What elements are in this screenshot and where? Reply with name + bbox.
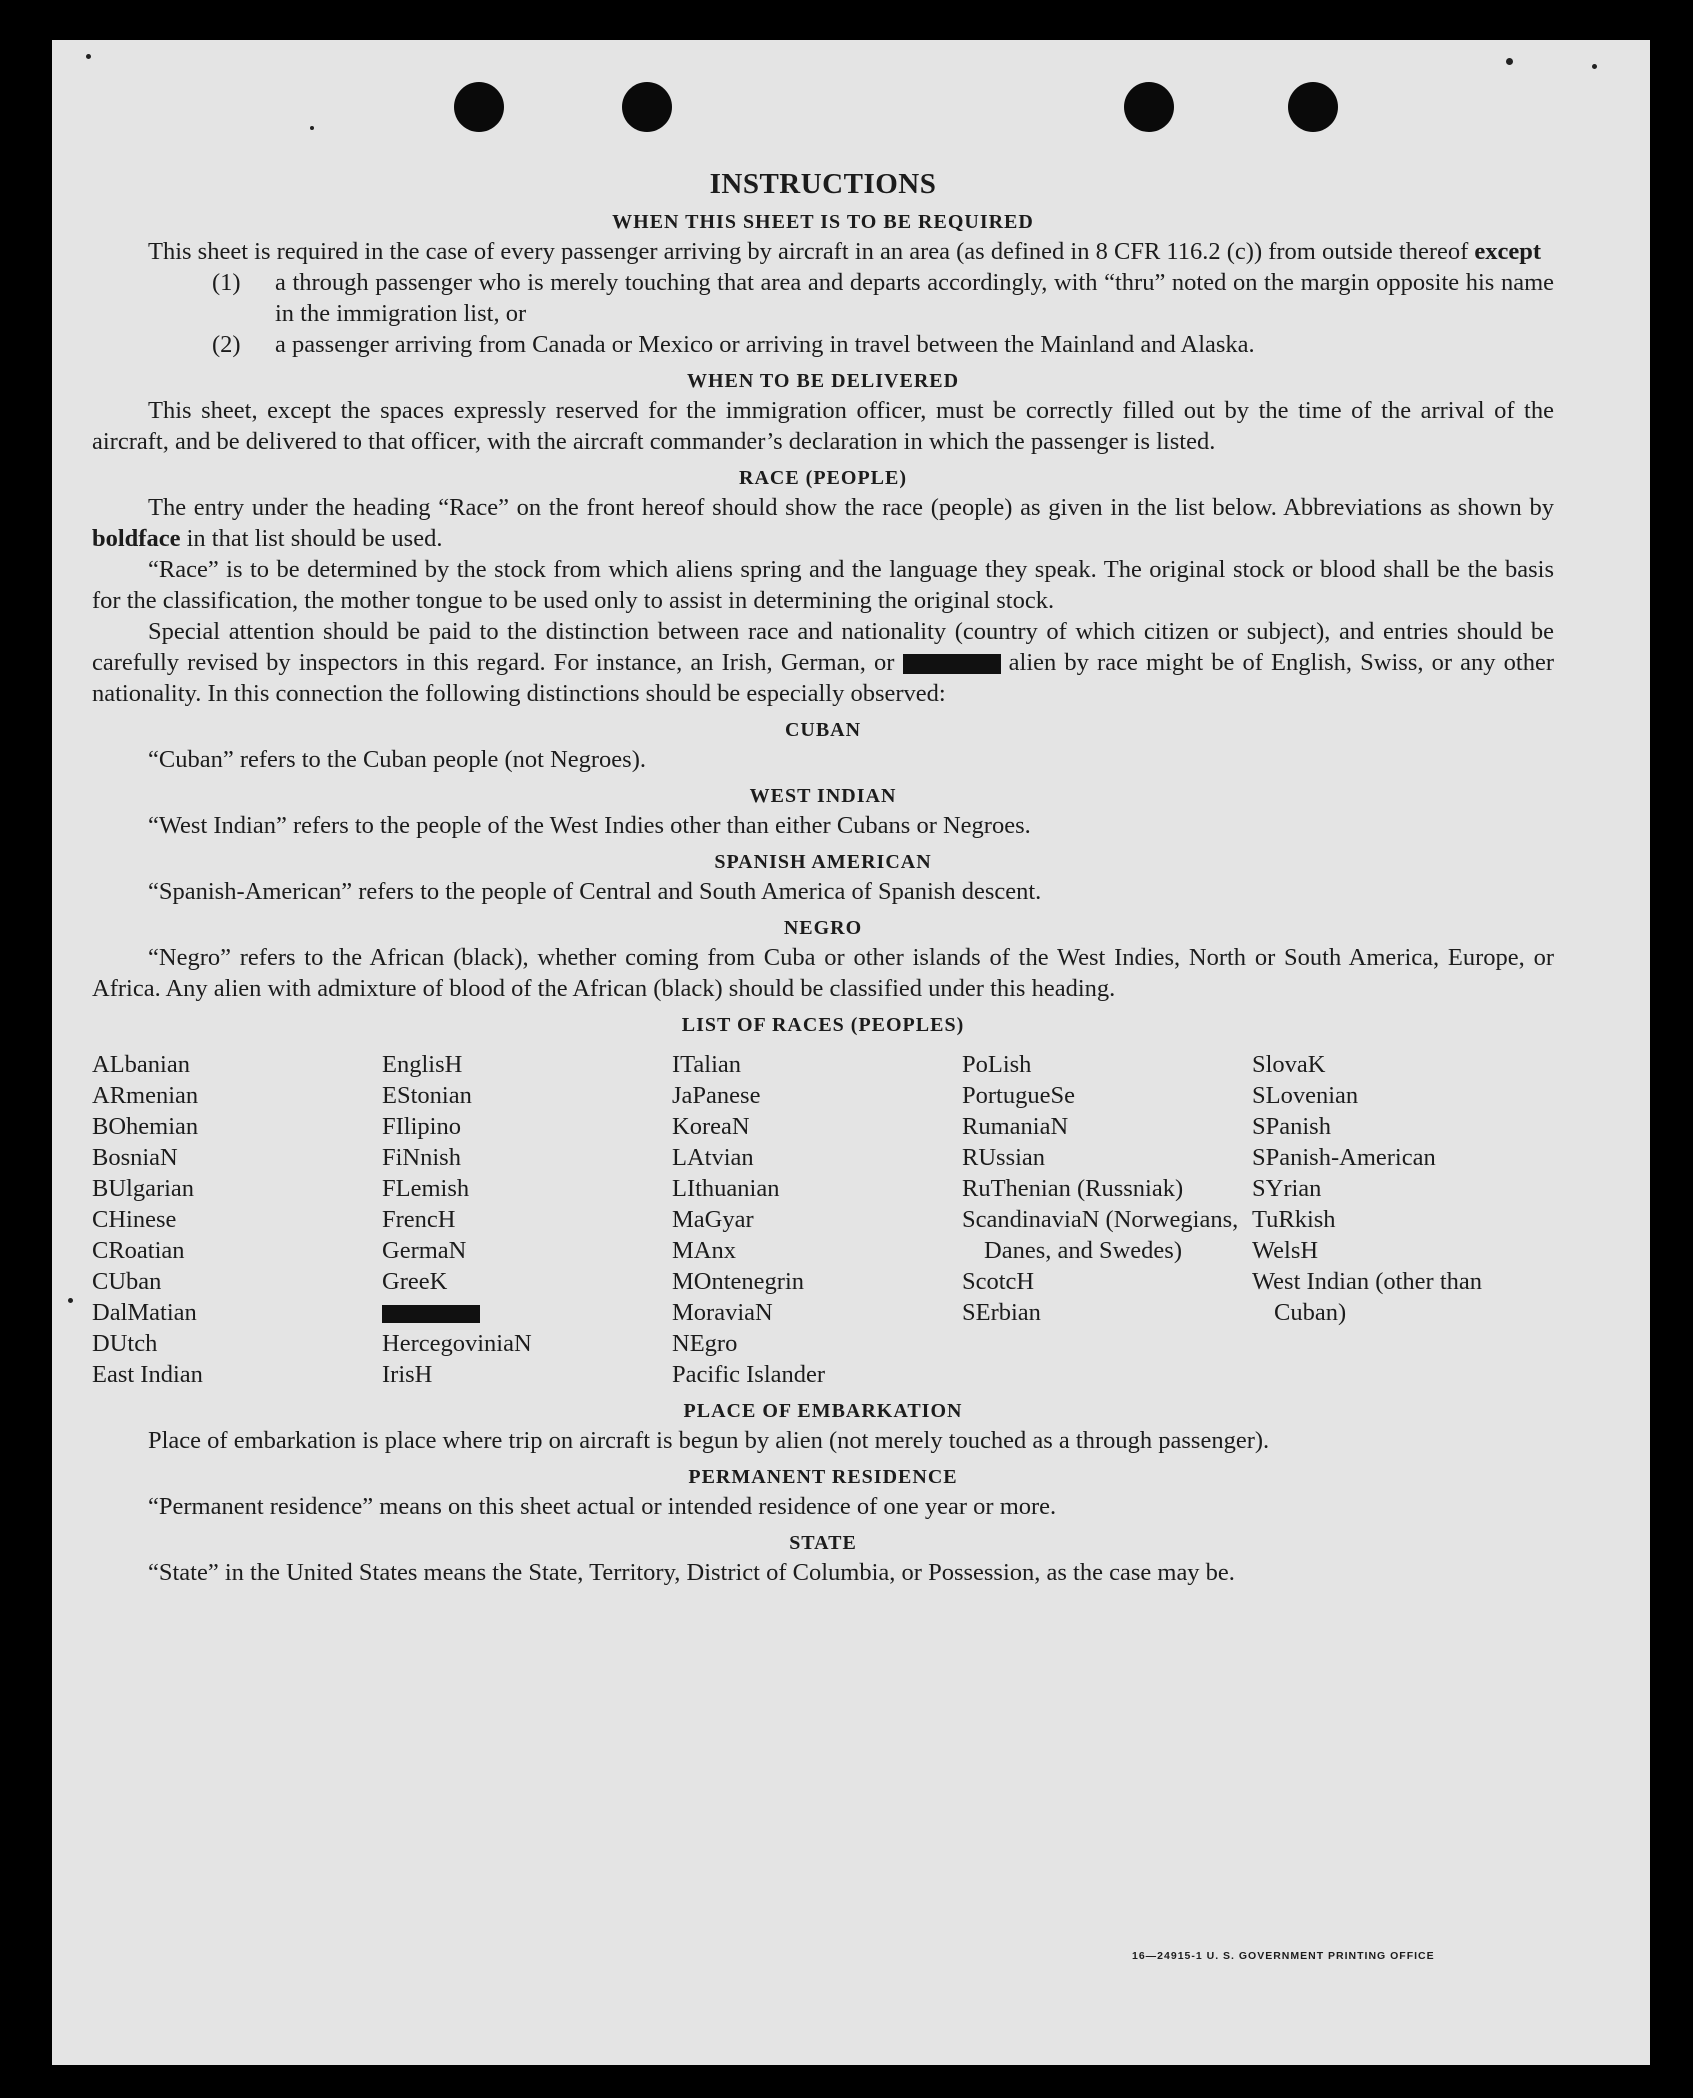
race-entry: FrencH xyxy=(382,1206,456,1233)
race-entry: ARmenian xyxy=(92,1082,199,1109)
item-text: a through passenger who is merely touching that area and departs accordingly, with “thru” noted on the margin opposite his name in the immigration list, or xyxy=(275,269,1554,327)
paragraph: Place of embarkation is place where trip on aircraft is begun by alien (not merely touched as a through passenger). xyxy=(148,1427,1270,1454)
race-column xyxy=(382,1049,672,1390)
race-entry: NEgro xyxy=(672,1330,738,1357)
race-column xyxy=(92,1049,382,1390)
race-entry: BosniaN xyxy=(92,1144,178,1171)
paragraph: “State” in the United States means the State, Territory, District of Columbia, or Possession, as the case may be. xyxy=(148,1559,1235,1586)
list-item xyxy=(212,267,1554,329)
paragraph xyxy=(92,236,1554,267)
section-heading: SPANISH AMERICAN xyxy=(714,851,932,873)
section-heading: NEGRO xyxy=(783,917,863,939)
race-entry: KoreaN xyxy=(672,1113,750,1140)
race-column xyxy=(962,1049,1252,1390)
dust-speck xyxy=(1592,64,1597,69)
punch-hole xyxy=(1288,82,1338,132)
paragraph: “Cuban” refers to the Cuban people (not Negroes). xyxy=(148,746,646,773)
section-heading: WHEN THIS SHEET IS TO BE REQUIRED xyxy=(612,211,1034,233)
race-column xyxy=(1252,1049,1542,1390)
section-heading: LIST OF RACES (PEOPLES) xyxy=(681,1014,965,1036)
race-entry: PoLish xyxy=(962,1051,1032,1078)
race-entry: SPanish xyxy=(1252,1113,1331,1140)
punch-hole xyxy=(622,82,672,132)
item-number: (1) xyxy=(212,269,241,296)
race-entry: SYrian xyxy=(1252,1175,1322,1202)
paragraph-text: This sheet is required in the case of every passenger arriving by aircraft in an area (as defined in 8 CFR 116.2 (c)) from outside thereof xyxy=(148,238,1469,265)
bold-text: except xyxy=(1474,238,1542,265)
race-entry: DUtch xyxy=(92,1330,158,1357)
paragraph: “Spanish-American” refers to the people of Central and South America of Spanish descent. xyxy=(148,878,1042,905)
paragraph: “Race” is to be determined by the stock from which aliens spring and the language they speak. The original stock or blood shall be the basis for the classification, the mother tongue to be used only to assist in determining the original stock. xyxy=(92,556,1554,614)
race-entry: MAnx xyxy=(672,1237,736,1264)
race-entry: MaGyar xyxy=(672,1206,754,1233)
section-heading: CUBAN xyxy=(784,719,862,741)
race-entry: HercegoviniaN xyxy=(382,1330,532,1357)
race-entry: GermaN xyxy=(382,1237,467,1264)
paragraph: “Permanent residence” means on this sheet actual or intended residence of one year or more. xyxy=(148,1493,1057,1520)
race-entry: CUban xyxy=(92,1268,162,1295)
race-entry: SlovaK xyxy=(1252,1051,1326,1078)
page-title: INSTRUCTIONS xyxy=(709,168,937,200)
document-sheet xyxy=(52,40,1650,2065)
item-text: a passenger arriving from Canada or Mexico or arriving in travel between the Mainland and Alaska. xyxy=(275,331,1255,358)
section-heading: PLACE OF EMBARKATION xyxy=(683,1400,963,1422)
print-office-code: 16—24915-1 U. S. GOVERNMENT PRINTING OFFICE xyxy=(1132,1950,1435,1962)
race-entry: SLovenian xyxy=(1252,1082,1359,1109)
race-entry: CRoatian xyxy=(92,1237,185,1264)
punch-hole xyxy=(1124,82,1174,132)
race-entry: EnglisH xyxy=(382,1051,463,1078)
race-entry: GreeK xyxy=(382,1268,448,1295)
dust-speck xyxy=(1506,58,1513,65)
race-entry: SPanish-American xyxy=(1252,1144,1436,1171)
instructions-content xyxy=(92,168,1554,1588)
paragraph-text: alien by race might be of English, Swiss, or any other nationality. In this connection the following distinctions should be especially observed: xyxy=(92,649,1555,707)
section-heading: STATE xyxy=(789,1532,857,1554)
race-entry: WelsH xyxy=(1252,1237,1319,1264)
race-list xyxy=(92,1049,1554,1390)
race-entry: RUssian xyxy=(962,1144,1046,1171)
list-item xyxy=(212,329,1554,360)
race-entry: West Indian (other than Cuban) xyxy=(1252,1268,1483,1326)
race-entry-redacted xyxy=(382,1297,672,1328)
race-entry: FiNnish xyxy=(382,1144,461,1171)
paragraph: “Negro” refers to the African (black), whether coming from Cuba or other islands of the West Indies, North or South America, Europe, or Africa. Any alien with admixture of blood of the African (black) should be classified under this heading. xyxy=(92,944,1554,1002)
race-entry: RumaniaN xyxy=(962,1113,1069,1140)
race-entry: MoraviaN xyxy=(672,1299,773,1326)
race-entry: LAtvian xyxy=(672,1144,754,1171)
race-entry: MOntenegrin xyxy=(672,1268,804,1295)
race-entry: BUlgarian xyxy=(92,1175,195,1202)
race-column xyxy=(672,1049,962,1390)
paragraph-text: Special attention should be paid to the distinction between race and nationality (country of which citizen or subject), and entries should be carefully revised by inspectors in this regard. For instance, an Irish, German, or xyxy=(92,618,1554,676)
race-entry: SErbian xyxy=(962,1299,1041,1326)
section-heading: RACE (PEOPLE) xyxy=(739,467,907,489)
redaction-bar xyxy=(382,1305,480,1323)
race-entry: TuRkish xyxy=(1252,1206,1336,1233)
punch-hole xyxy=(454,82,504,132)
race-entry: ALbanian xyxy=(92,1051,190,1078)
race-entry: BOhemian xyxy=(92,1113,199,1140)
paragraph-text: The entry under the heading “Race” on the front hereof should show the race (people) as given in the list below. Abbreviations as shown by xyxy=(148,494,1554,521)
race-entry: ScandinaviaN (Norwegians, Danes, and Swedes) xyxy=(962,1206,1239,1264)
race-entry: JaPanese xyxy=(672,1082,761,1109)
race-entry: IrisH xyxy=(382,1361,433,1388)
race-entry: FIlipino xyxy=(382,1113,461,1140)
redaction-bar xyxy=(903,654,1001,674)
section-heading: WEST INDIAN xyxy=(749,785,897,807)
race-entry: FLemish xyxy=(382,1175,470,1202)
paragraph xyxy=(92,616,1554,709)
paragraph xyxy=(92,492,1554,554)
race-entry: PortugueSe xyxy=(962,1082,1075,1109)
race-entry: ScotcH xyxy=(962,1268,1035,1295)
race-entry: ITalian xyxy=(672,1051,742,1078)
item-number: (2) xyxy=(212,331,241,358)
race-entry: LIthuanian xyxy=(672,1175,780,1202)
paragraph: “West Indian” refers to the people of the West Indies other than either Cubans or Negroes. xyxy=(148,812,1031,839)
section-heading: WHEN TO BE DELIVERED xyxy=(686,370,960,392)
race-entry: East Indian xyxy=(92,1361,203,1388)
race-entry: EStonian xyxy=(382,1082,472,1109)
paragraph-text: in that list should be used. xyxy=(186,525,443,552)
race-entry: DalMatian xyxy=(92,1299,197,1326)
dust-speck xyxy=(86,54,91,59)
race-entry: Pacific Islander xyxy=(672,1361,826,1388)
dust-speck xyxy=(68,1298,73,1303)
bold-text: boldface xyxy=(92,525,181,552)
dust-speck xyxy=(310,126,314,130)
race-entry: RuThenian (Russniak) xyxy=(962,1175,1184,1202)
race-entry: CHinese xyxy=(92,1206,177,1233)
section-heading: PERMANENT RESIDENCE xyxy=(688,1466,958,1488)
paragraph: This sheet, except the spaces expressly reserved for the immigration officer, must be correctly filled out by the time of the arrival of the aircraft, and be delivered to that officer, with the aircraft commander’s declaration in which the passenger is listed. xyxy=(92,397,1554,455)
